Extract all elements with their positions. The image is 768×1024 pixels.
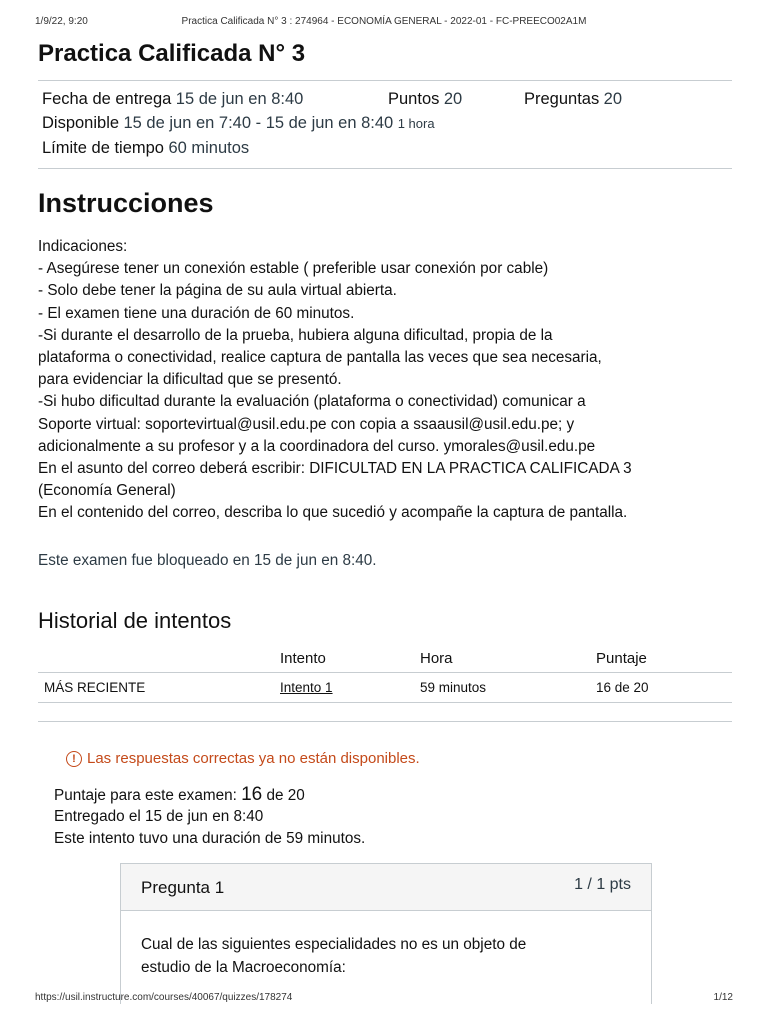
table-divider [38,702,732,703]
print-doc-title: Practica Calificada N° 3 : 274964 - ECONOMÍA GENERAL - 2022-01 - FC-PREECO02A1M [181,16,587,27]
instruction-line: - El examen tiene una duración de 60 minutos. [38,304,355,322]
questions-label: Preguntas [524,90,600,108]
instruction-line: (Economía General) [38,482,176,500]
points-label: Puntos [388,90,440,108]
instruction-line: plataforma o conectividad, realice captura de pantalla las veces que sea necesaria, [38,349,602,367]
row-score: 16 de 20 [596,680,649,695]
available-label: Disponible [42,114,120,132]
instructions-heading: Instrucciones [38,188,214,218]
divider [38,168,732,169]
duration-text: Este intento tuvo una duración de 59 minutos. [54,830,366,847]
due-value: 15 de jun en 8:40 [175,90,304,108]
print-header [35,16,733,30]
divider [38,80,732,81]
question-header [121,864,651,911]
history-heading: Historial de intentos [38,608,232,633]
score-value: 16 [241,784,263,805]
page-title: Practica Calificada N° 3 [38,40,306,67]
instruction-line: - Solo debe tener la página de su aula virtual abierta. [38,282,397,300]
question-title: Pregunta 1 [141,878,225,897]
submitted-text: Entregado el 15 de jun en 8:40 [54,808,264,825]
points-field [388,90,462,109]
due-label: Fecha de entrega [42,90,172,108]
instruction-line: -Si durante el desarrollo de la prueba, hubiera alguna dificultad, propia de la [38,326,553,344]
row-time: 59 minutos [420,680,487,695]
answers-unavailable-warning [66,750,420,767]
points-value: 20 [443,90,463,108]
due-field [42,90,303,109]
divider [38,721,732,722]
instruction-line: En el contenido del correo, describa lo que sucedió y acompañe la captura de pantalla. [38,504,628,522]
instruction-line: -Si hubo dificultad durante la evaluación (plataforma o conectividad) comunicar a [38,393,586,411]
questions-value: 20 [603,90,623,108]
question-points: 1 / 1 pts [574,876,631,893]
time-limit-label: Límite de tiempo [42,139,164,157]
question-text [141,934,611,979]
question-text-line: Cual de las siguientes especialidades no es un objeto de [141,936,527,953]
time-limit-field [42,139,249,158]
available-field [42,114,435,133]
column-header-time: Hora [420,650,453,667]
score-summary [54,784,305,806]
print-date: 1/9/22, 9:20 [35,16,88,27]
column-header-score: Puntaje [596,650,647,667]
instruction-line: Indicaciones: [38,238,128,255]
print-page-number: 1/12 [713,992,733,1003]
print-footer [35,992,733,1006]
score-prefix: Puntaje para este examen: [54,787,237,804]
instruction-line: - Asegúrese tener un conexión estable ( preferible usar conexión por cable) [38,260,549,278]
score-suffix: de 20 [266,787,305,804]
instruction-line: En el asunto del correo deberá escribir: DIFICULTAD EN LA PRACTICA CALIFICADA 3 [38,460,632,478]
available-value: 15 de jun en 7:40 - 15 de jun en 8:40 [123,114,394,132]
print-url: https://usil.instructure.com/courses/40067/quizzes/178274 [35,992,293,1003]
alert-circle-icon: ! [66,751,82,767]
instruction-line: Soporte virtual: soportevirtual@usil.edu.pe con copia a ssaausil@usil.edu.pe; y [38,415,575,433]
table-divider [38,672,732,673]
available-extra: 1 hora [397,116,435,131]
question-card [120,863,652,1004]
instruction-line: adicionalmente a su profesor y a la coordinadora del curso. ymorales@usil.edu.pe [38,437,596,455]
locked-notice: Este examen fue bloqueado en 15 de jun en 8:40. [38,552,377,569]
question-text-line: estudio de la Macroeconomía: [141,958,346,976]
column-header-attempt: Intento [280,650,326,667]
warning-text: Las respuestas correctas ya no están disponibles. [87,750,420,767]
row-label: MÁS RECIENTE [44,680,146,695]
instruction-line: para evidenciar la dificultad que se presentó. [38,371,342,389]
instructions-body [38,236,738,525]
questions-field [524,90,622,109]
time-limit-value: 60 minutos [168,139,250,157]
attempt-link[interactable]: Intento 1 [280,680,333,695]
